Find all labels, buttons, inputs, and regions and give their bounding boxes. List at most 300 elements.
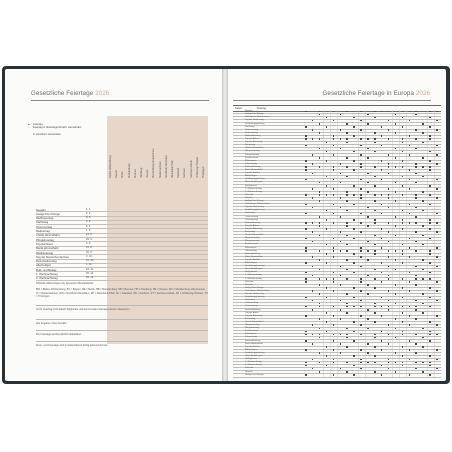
holiday-mark (333, 359, 335, 361)
holiday-mark (381, 126, 383, 128)
holiday-mark (381, 262, 383, 264)
holiday-mark (374, 287, 376, 289)
holiday-date: 6. 4. (86, 224, 92, 228)
holiday-mark (326, 365, 328, 367)
state-name: Thüringen (202, 166, 205, 178)
holiday-mark (374, 219, 376, 221)
holiday-mark (326, 312, 328, 314)
holiday-name: Mariä Himmelfahrt (36, 246, 59, 251)
holiday-mark (374, 306, 376, 308)
holiday-mark (360, 281, 362, 283)
holiday-mark (402, 228, 404, 230)
holiday-mark (312, 309, 314, 311)
holiday-mark (333, 324, 335, 326)
holiday-mark (436, 145, 438, 147)
holiday-mark (333, 247, 335, 249)
holiday-mark (367, 225, 369, 227)
holiday-mark (402, 253, 404, 255)
state-name: Sachsen-Anhalt (189, 160, 193, 178)
holiday-mark (333, 278, 335, 280)
holiday-mark (388, 120, 390, 122)
holiday-mark (381, 306, 383, 308)
table-row (36, 276, 208, 281)
holiday-mark (415, 318, 417, 320)
holiday-mark (395, 371, 397, 373)
holiday-mark (429, 111, 431, 113)
holiday-mark (346, 337, 348, 339)
holiday-mark (402, 160, 404, 162)
holiday-mark (429, 374, 431, 376)
holiday-mark (312, 120, 314, 122)
holiday-mark (388, 111, 390, 113)
holiday-mark (436, 368, 438, 370)
europe-holiday-name: Tag der Verfassung (245, 119, 264, 122)
holiday-mark (360, 250, 362, 252)
holiday-mark (409, 188, 411, 190)
europe-holiday-name: 2. Weihnachtstag (245, 364, 262, 367)
holiday-mark (346, 210, 348, 212)
holiday-mark (374, 117, 376, 119)
holiday-mark (340, 182, 342, 184)
holiday-mark (429, 138, 431, 140)
holiday-mark (436, 197, 438, 199)
holiday-mark (429, 272, 431, 274)
holiday-mark (402, 166, 404, 168)
holiday-mark (374, 132, 376, 134)
holiday-mark (305, 204, 307, 206)
holiday-mark (409, 340, 411, 342)
holiday-mark (319, 371, 321, 373)
holiday-mark (402, 262, 404, 264)
holiday-mark (319, 293, 321, 295)
europe-holiday-name: 2. Weihnachtstag (245, 190, 262, 193)
holiday-mark (415, 334, 417, 336)
holiday-mark (367, 207, 369, 209)
holiday-mark (374, 312, 376, 314)
holiday-mark (367, 191, 369, 193)
holiday-mark (319, 352, 321, 354)
holiday-mark (319, 111, 321, 113)
holiday-mark (367, 284, 369, 286)
europe-holiday-name: Unabhängigkeitstag (245, 209, 265, 212)
holiday-mark (429, 238, 431, 240)
holiday-mark (395, 132, 397, 134)
holiday-mark (305, 222, 307, 224)
holiday-mark (319, 303, 321, 305)
holiday-mark (429, 222, 431, 224)
europe-holiday-name: Unabhängigkeitstag (245, 122, 265, 125)
holiday-mark (374, 111, 376, 113)
holiday-mark (353, 238, 355, 240)
holiday-mark (429, 297, 431, 299)
holiday-mark (367, 138, 369, 140)
holiday-mark (374, 303, 376, 305)
holiday-mark (326, 176, 328, 178)
holiday-name: Tag der Deutschen Einheit (36, 254, 69, 259)
holiday-mark (381, 228, 383, 230)
left-page-year: 2026 (95, 90, 110, 97)
holiday-mark (409, 238, 411, 240)
holiday-mark (388, 256, 390, 258)
holiday-mark (415, 231, 417, 233)
europe-holiday-name: Mariä Empfängnis (245, 355, 263, 358)
holiday-mark (402, 331, 404, 333)
holiday-mark (353, 126, 355, 128)
holiday-mark (422, 259, 424, 261)
holiday-mark (381, 281, 383, 283)
holiday-mark (374, 235, 376, 237)
notes-block (36, 282, 208, 301)
holiday-mark (415, 194, 417, 196)
europe-holiday-name: 1. Weihnachtstag (245, 361, 262, 364)
holiday-mark (395, 148, 397, 150)
europe-holiday-name: Unabhängigkeitstag (245, 178, 265, 181)
holiday-mark (422, 157, 424, 159)
holiday-mark (333, 179, 335, 181)
europe-holiday-name: Nationalfeiertag (245, 308, 261, 311)
holiday-mark (360, 324, 362, 326)
holiday-mark (340, 163, 342, 165)
holiday-mark (346, 157, 348, 159)
holiday-mark (388, 300, 390, 302)
holiday-date: 1. 5. (86, 229, 92, 233)
state-name: Schleswig-Holstein (195, 156, 199, 178)
holiday-mark (333, 169, 335, 171)
europe-holiday-name: Johannistag (245, 162, 257, 165)
holiday-mark (374, 210, 376, 212)
holiday-mark (346, 225, 348, 227)
holiday-mark (367, 173, 369, 175)
holiday-mark (415, 250, 417, 252)
europe-holiday-name: Tag der Arbeit (245, 138, 259, 141)
europe-holiday-name: Tag der Befreiung (245, 227, 263, 230)
holiday-mark (353, 287, 355, 289)
holiday-mark (305, 135, 307, 137)
holiday-mark (374, 194, 376, 196)
holiday-mark (374, 200, 376, 202)
holiday-mark (409, 111, 411, 113)
holiday-mark (312, 197, 314, 199)
holiday-mark (346, 200, 348, 202)
holiday-mark (388, 359, 390, 361)
holiday-mark (395, 318, 397, 320)
holiday-mark (381, 349, 383, 351)
holiday-name: Reformationstag (36, 259, 57, 264)
holiday-mark (305, 228, 307, 230)
holiday-mark (422, 210, 424, 212)
holiday-mark (353, 135, 355, 137)
holiday-mark (319, 306, 321, 308)
holiday-mark (346, 328, 348, 330)
holiday-mark (381, 145, 383, 147)
holiday-mark (346, 142, 348, 144)
holiday-mark (305, 160, 307, 162)
holiday-mark (360, 256, 362, 258)
europe-holiday-name: Johannistag (245, 336, 257, 339)
notes-block-4: Die Feiertage werden jährlich aktualisiert. (36, 333, 82, 336)
holiday-mark (388, 188, 390, 190)
europe-holiday-name: Ostermontag (245, 218, 258, 221)
europe-holiday-name: Heilige Drei Könige (245, 113, 264, 116)
europe-holiday-name: Unabhängigkeitstag (245, 296, 265, 299)
holiday-mark (319, 194, 321, 196)
europe-holiday-name: Neujahr (245, 196, 253, 199)
holiday-mark (367, 157, 369, 159)
europe-holiday-name: Mariä Himmelfahrt (245, 255, 263, 258)
holiday-mark (305, 213, 307, 215)
holiday-mark (415, 222, 417, 224)
holiday-mark (340, 343, 342, 345)
holiday-mark (312, 207, 314, 209)
holiday-mark (415, 309, 417, 311)
europe-holiday-name: Ostersonntag (245, 302, 259, 305)
europe-holiday-name: 1. Weihnachtstag (245, 274, 262, 277)
holiday-mark (436, 334, 438, 336)
holiday-mark (409, 222, 411, 224)
holiday-mark (319, 334, 321, 336)
holiday-mark (333, 111, 335, 113)
holiday-mark (409, 247, 411, 249)
holiday-mark (353, 355, 355, 357)
holiday-mark (346, 191, 348, 193)
notes-divider (36, 305, 208, 306)
europe-holiday-name: Tag der Einheit (245, 345, 260, 348)
holiday-mark (360, 154, 362, 156)
holiday-mark (333, 213, 335, 215)
holiday-mark (429, 204, 431, 206)
holiday-mark (409, 290, 411, 292)
holiday-date: 20. 9. (86, 250, 93, 254)
holiday-mark (346, 194, 348, 196)
right-page-title: Gesetzliche Feiertage in Europa 2026 (322, 90, 430, 97)
holiday-mark (340, 309, 342, 311)
europe-holiday-name: Heilige Drei Könige (245, 286, 264, 289)
holiday-mark (436, 154, 438, 156)
europe-holiday-name: Allerheiligen (245, 262, 257, 265)
holiday-name: Weltfrauentag (36, 216, 54, 221)
holiday-mark (312, 256, 314, 258)
holiday-mark (388, 309, 390, 311)
holiday-mark (429, 228, 431, 230)
holiday-mark (312, 163, 314, 165)
state-column-header (202, 116, 210, 178)
holiday-mark (312, 324, 314, 326)
holiday-mark (415, 284, 417, 286)
holiday-mark (374, 253, 376, 255)
holiday-mark (409, 281, 411, 283)
holiday-mark (388, 129, 390, 131)
holiday-mark (333, 306, 335, 308)
holiday-mark (415, 182, 417, 184)
holiday-mark (395, 200, 397, 202)
holiday-mark (436, 213, 438, 215)
holiday-mark (415, 207, 417, 209)
holiday-mark (429, 334, 431, 336)
holiday-mark (422, 123, 424, 125)
holiday-date: 1. 1. (86, 207, 92, 211)
holiday-mark (333, 281, 335, 283)
holiday-mark (409, 306, 411, 308)
holiday-mark (360, 290, 362, 292)
holiday-mark (333, 272, 335, 274)
holiday-mark (422, 166, 424, 168)
holiday-mark (381, 272, 383, 274)
holiday-mark (367, 114, 369, 116)
holiday-mark (402, 138, 404, 140)
holiday-mark (381, 179, 383, 181)
holiday-mark (305, 278, 307, 280)
holiday-mark (367, 328, 369, 330)
europe-holiday-name: Tag der Arbeit (245, 224, 259, 227)
state-name: Rheinland-Pfalz (171, 160, 174, 178)
holiday-mark (381, 340, 383, 342)
holiday-mark (333, 166, 335, 168)
holiday-mark (402, 297, 404, 299)
holiday-mark (436, 222, 438, 224)
europe-holiday-name: Neujahr (245, 110, 253, 113)
holiday-mark (333, 154, 335, 156)
europe-holiday-name: Nationalfeiertag (245, 252, 261, 255)
holiday-mark (326, 142, 328, 144)
holiday-mark (367, 352, 369, 354)
state-name: Hamburg (140, 167, 143, 178)
holiday-mark (381, 194, 383, 196)
state-name: Sachsen (183, 168, 187, 178)
notes-abbreviations: BW = Baden-Württemberg, BY = Bayern, BE = Berlin, BB = Brandenburg, HB = Bremen, HH = Hamburg, HE = Hessen, MV = Mecklenburg-Vorpommern, NI = Niedersachsen, NW = Nordrhein-Westfalen, RP = Rheinland-Pfalz, SL = Saarland, SN = Sachsen, ST = Sachsen-Anhalt, SH = Schleswig-Holstein, TH = Thüringen (36, 288, 208, 298)
holiday-mark (409, 359, 411, 361)
europe-holiday-name: Pfingstsonntag (245, 324, 260, 327)
holiday-mark (319, 318, 321, 320)
europe-holiday-name: Christi Himmelfahrt (245, 147, 264, 150)
holiday-mark (415, 278, 417, 280)
holiday-mark (305, 349, 307, 351)
state-name: Bremen (133, 169, 137, 178)
holiday-mark (312, 359, 314, 361)
holiday-mark (326, 355, 328, 357)
holiday-mark (374, 346, 376, 348)
holiday-name: Fronleichnam (36, 241, 53, 246)
holiday-mark (340, 250, 342, 252)
holiday-mark (305, 126, 307, 128)
holiday-mark (395, 191, 397, 193)
holiday-mark (312, 300, 314, 302)
holiday-name: Karfreitag (36, 220, 49, 225)
holiday-mark (415, 368, 417, 370)
holiday-mark (388, 250, 390, 252)
holiday-mark (319, 269, 321, 271)
holiday-mark (409, 169, 411, 171)
holiday-mark (326, 210, 328, 212)
holiday-mark (415, 166, 417, 168)
holiday-mark (305, 334, 307, 336)
holiday-mark (429, 365, 431, 367)
holiday-mark (367, 275, 369, 277)
holiday-mark (388, 207, 390, 209)
notes-divider (36, 341, 208, 342)
holiday-mark (312, 275, 314, 277)
holiday-mark (312, 231, 314, 233)
holiday-date: 31. 10. (86, 259, 94, 263)
holiday-mark (360, 138, 362, 140)
holiday-mark (305, 179, 307, 181)
holiday-mark (346, 371, 348, 373)
holiday-mark (402, 142, 404, 144)
holiday-date: 3. 4. (86, 220, 92, 224)
holiday-mark (353, 117, 355, 119)
holiday-mark (326, 262, 328, 264)
holiday-mark (381, 169, 383, 171)
europe-holiday-name: Mittsommer (245, 159, 257, 162)
holiday-mark (360, 362, 362, 364)
holiday-mark (326, 331, 328, 333)
holiday-mark (360, 197, 362, 199)
holiday-mark (381, 111, 383, 113)
holiday-mark (429, 250, 431, 252)
holiday-mark (395, 269, 397, 271)
holiday-mark (388, 343, 390, 345)
holiday-mark (422, 132, 424, 134)
holiday-mark (436, 300, 438, 302)
holiday-mark (346, 166, 348, 168)
holiday-mark (409, 324, 411, 326)
holiday-mark (353, 185, 355, 187)
holiday-mark (360, 222, 362, 224)
holiday-mark (422, 346, 424, 348)
holiday-mark (346, 259, 348, 261)
europe-holiday-name: Tag der Verfassung (245, 206, 264, 209)
holiday-mark (402, 117, 404, 119)
holiday-mark (346, 306, 348, 308)
holiday-mark (402, 126, 404, 128)
europe-holiday-name: Ostersonntag (245, 128, 259, 131)
holiday-mark (312, 241, 314, 243)
europe-holiday-name: Nationalfeiertag (245, 339, 261, 342)
holiday-mark (305, 238, 307, 240)
europe-holiday-name: Mittsommer (245, 333, 257, 336)
holiday-mark (374, 337, 376, 339)
holiday-mark (353, 321, 355, 323)
holiday-mark (319, 222, 321, 224)
holiday-mark (409, 213, 411, 215)
holiday-mark (429, 287, 431, 289)
holiday-mark (415, 197, 417, 199)
holiday-mark (415, 275, 417, 277)
holiday-mark (305, 331, 307, 333)
holiday-mark (402, 312, 404, 314)
holiday-mark (422, 225, 424, 227)
holiday-mark (367, 250, 369, 252)
holiday-mark (367, 362, 369, 364)
holiday-mark (319, 216, 321, 218)
holiday-mark (346, 250, 348, 252)
holiday-mark (422, 176, 424, 178)
europe-holiday-name: 1. Weihnachtstag (245, 187, 262, 190)
holiday-mark (415, 343, 417, 345)
holiday-mark (422, 312, 424, 314)
holiday-mark (388, 166, 390, 168)
holiday-mark (333, 120, 335, 122)
holiday-mark (429, 126, 431, 128)
holiday-mark (333, 204, 335, 206)
holiday-mark (374, 334, 376, 336)
holiday-mark (367, 343, 369, 345)
holiday-mark (333, 222, 335, 224)
state-name: Niedersachsen (158, 161, 162, 178)
holiday-mark (429, 219, 431, 221)
holiday-name: 2. Weihnachtstag (36, 276, 58, 281)
holiday-mark (436, 315, 438, 317)
holiday-mark (353, 374, 355, 376)
